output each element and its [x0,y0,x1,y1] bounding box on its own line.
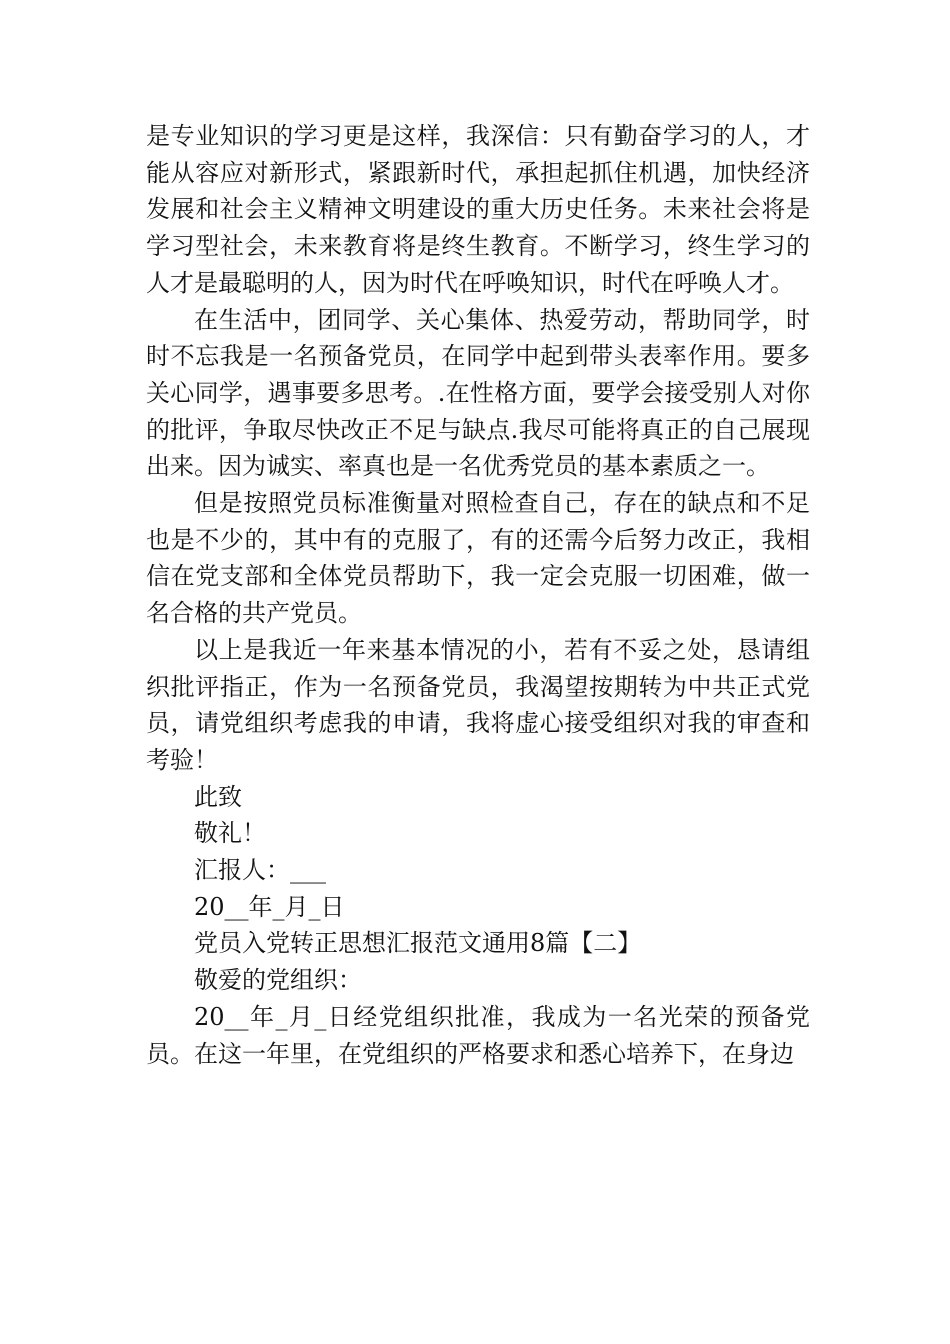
paragraph-study: 是专业知识的学习更是这样，我深信：只有勤奋学习的人，才能从容应对新形式，紧跟新时代，承担起抓住机遇，加快经济发展和社会主义精神文明建设的重大历史任务。未来社会将是学习型社会，未来教育将是终生教育。不断学习，终生学习的人才是最聪明的人，因为时代在呼唤知识，时代在呼唤人才。 [146,122,810,297]
paragraph-shortcomings: 但是按照党员标准衡量对照检查自己，存在的缺点和不足也是不少的，其中有的克服了，有的还需今后努力改正，我相信在党支部和全体党员帮助下，我一定会克服一切困难，做一名合格的共产党员。 [146,489,810,628]
document-page [146,118,810,1072]
closing-regards: 敬礼！ [194,819,266,848]
paragraph-approval: 20__年_月_日经党组织批准，我成为一名光荣的预备党员。在这一年里，在党组织的严格要求和悉心培养下，在身边 [146,1002,810,1068]
section-heading: 党员入党转正思想汇报范文通用8篇【二】 [194,929,642,958]
paragraph-conclusion: 以上是我近一年来基本情况的小，若有不妥之处，恳请组织批评指正，作为一名预备党员，我渴望按期转为中共正式党员，请党组织考虑我的申请，我将虚心接受组织对我的审查和考验！ [146,635,810,774]
letter-greeting: 敬爱的党组织： [194,966,362,995]
reporter-signature: 汇报人：___ [194,856,326,885]
report-date: 20__年_月_日 [194,892,345,921]
closing-salutation: 此致 [194,782,242,811]
paragraph-life: 在生活中，团同学、关心集体、热爱劳动，帮助同学，时时不忘我是一名预备党员，在同学中起到带头表率作用。要多关心同学，遇事要多思考。.在性格方面，要学会接受别人对你的批评，争取尽快改正不足与缺点.我尽可能将真正的自己展现出来。因为诚实、率真也是一名优秀党员的基本素质之一。 [146,305,810,481]
